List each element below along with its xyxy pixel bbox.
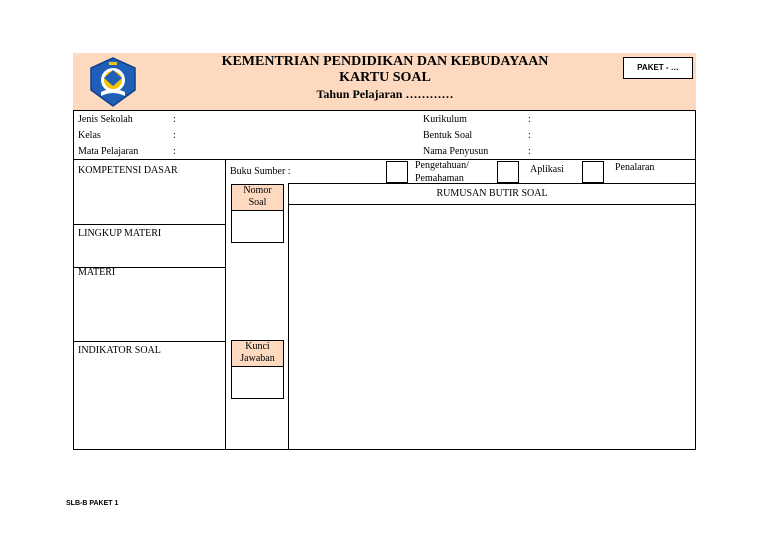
kemendikbud-logo-icon (87, 56, 139, 108)
info-jenis-sekolah: Jenis Sekolah (78, 114, 133, 125)
kompetensi-dasar-label: KOMPETENSI DASAR (78, 165, 178, 176)
rumusan-butir-soal-label: RUMUSAN BUTIR SOAL (436, 188, 548, 199)
buku-sumber-label: Buku Sumber : (230, 166, 291, 177)
paket-box[interactable]: PAKET - … (623, 57, 693, 79)
divider (288, 183, 696, 184)
aplikasi-checkbox[interactable] (497, 161, 519, 183)
pengetahuan-label-1: Pengetahuan/ (415, 160, 469, 171)
info-nama-penyusun: Nama Penyusun (423, 146, 489, 157)
divider (225, 159, 226, 450)
nomor-soal-label-1: Nomor (243, 185, 272, 196)
info-kurikulum: Kurikulum (423, 114, 467, 125)
footer-label: SLB-B PAKET 1 (66, 500, 119, 507)
nomor-soal-header (231, 184, 284, 211)
ministry-title: KEMENTRIAN PENDIDIKAN DAN KEBUDAYAAN (221, 54, 549, 69)
divider (73, 341, 225, 342)
penalaran-checkbox[interactable] (582, 161, 604, 183)
penalaran-label: Penalaran (615, 162, 655, 173)
kunci-jawaban-header (231, 340, 284, 367)
info-sep: : (528, 114, 531, 125)
divider (73, 159, 696, 160)
academic-year: Tahun Pelajaran ………… (316, 87, 454, 101)
info-sep: : (173, 130, 176, 141)
info-sep: : (528, 146, 531, 157)
indikator-soal-label: INDIKATOR SOAL (78, 345, 161, 356)
kunci-jawaban-label-1: Kunci (245, 341, 270, 352)
kunci-jawaban-field[interactable] (231, 366, 284, 399)
nomor-soal-label-2: Soal (248, 197, 267, 208)
lingkup-materi-label: LINGKUP MATERI (78, 228, 162, 239)
info-bentuk-soal: Bentuk Soal (423, 130, 473, 141)
rumusan-butir-soal-area[interactable] (289, 205, 695, 449)
divider (73, 224, 225, 225)
info-sep: : (173, 146, 176, 157)
materi-label: MATERI (78, 267, 116, 278)
pengetahuan-label-2: Pemahaman (415, 173, 464, 184)
info-kelas: Kelas (78, 130, 101, 141)
info-mata-pelajaran: Mata Pelajaran (78, 146, 139, 157)
kunci-jawaban-label-2: Jawaban (240, 353, 275, 364)
info-sep: : (528, 130, 531, 141)
info-sep: : (173, 114, 176, 125)
card-title: KARTU SOAL (339, 70, 431, 85)
nomor-soal-field[interactable] (231, 210, 284, 243)
pengetahuan-checkbox[interactable] (386, 161, 408, 183)
aplikasi-label: Aplikasi (530, 164, 564, 175)
